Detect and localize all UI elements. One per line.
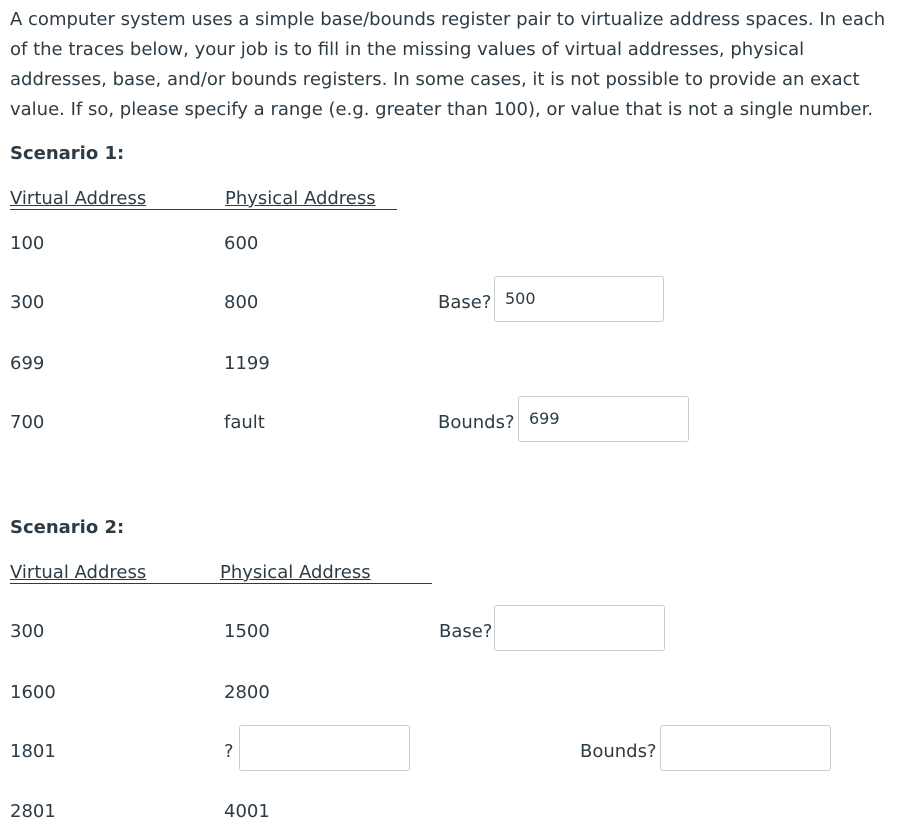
s2-row3-question-mark: ?	[224, 741, 234, 762]
s1-row4-physical: fault	[224, 412, 265, 433]
scenario-1-physical-header: Physical Address	[225, 188, 376, 209]
s1-row1-physical: 600	[224, 233, 259, 254]
scenario-2-virtual-header: Virtual Address	[10, 562, 147, 583]
intro-text	[10, 5, 890, 125]
s2-row2-physical: 2800	[224, 682, 270, 703]
scenario-2-physical-header: Physical Address	[220, 562, 371, 583]
s2-row1-virtual: 300	[10, 621, 45, 642]
s1-base-label: Base?	[438, 292, 492, 313]
s2-row4-physical: 4001	[224, 801, 270, 822]
s1-row1-virtual: 100	[10, 233, 45, 254]
s1-row2-virtual: 300	[10, 292, 45, 313]
s1-row4-virtual: 700	[10, 412, 45, 433]
s2-row3-virtual: 1801	[10, 741, 56, 762]
intro-paragraph: A computer system uses a simple base/bounds register pair to virtualize address spaces. In each of the traces below, your job is to fill in the missing values of virtual addresses, physical addresses, base, and/or bounds registers. In some cases, it is not possible to provide an exact value. If so, please specify a range (e.g. greater than 100), or value that is not a single number.	[10, 9, 886, 120]
s1-row3-physical: 1199	[224, 353, 270, 374]
scenario-1-virtual-header: Virtual Address	[10, 188, 147, 209]
s2-physical-answer-input[interactable]	[239, 725, 410, 771]
s1-bounds-input[interactable]: 699	[518, 396, 689, 442]
s2-bounds-label: Bounds?	[580, 741, 657, 762]
s2-row1-physical: 1500	[224, 621, 270, 642]
s2-base-input[interactable]	[494, 605, 665, 651]
s2-row4-virtual: 2801	[10, 801, 56, 822]
scenario-2-header-rule	[10, 583, 432, 584]
s2-base-label: Base?	[439, 621, 493, 642]
s2-row2-virtual: 1600	[10, 682, 56, 703]
scenario-1-heading: Scenario 1:	[10, 143, 125, 164]
s1-base-input[interactable]: 500	[494, 276, 664, 322]
s2-bounds-input[interactable]	[660, 725, 831, 771]
scenario-1-header-rule	[10, 209, 397, 210]
scenario-2-heading: Scenario 2:	[10, 517, 125, 538]
s1-bounds-label: Bounds?	[438, 412, 515, 433]
s1-row2-physical: 800	[224, 292, 259, 313]
s1-row3-virtual: 699	[10, 353, 45, 374]
